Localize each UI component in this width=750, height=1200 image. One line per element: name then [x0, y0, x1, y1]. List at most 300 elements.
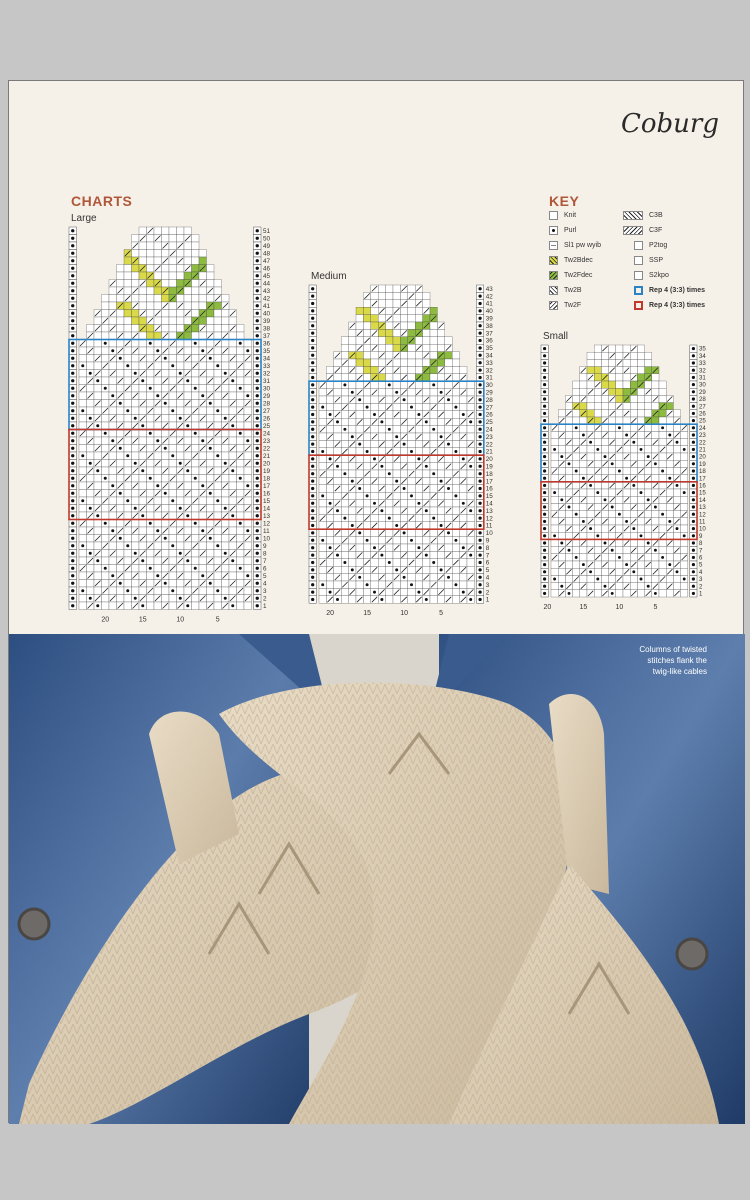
chart-cell — [184, 362, 192, 370]
purl-stitch — [462, 502, 465, 505]
chart-cell — [132, 340, 140, 348]
chart-cell — [637, 583, 644, 590]
chart-cell — [415, 381, 422, 388]
chart-cell — [371, 292, 378, 299]
chart-cell — [573, 547, 580, 554]
chart-cell — [415, 292, 422, 299]
purl-stitch — [256, 454, 259, 457]
purl-stitch — [149, 342, 152, 345]
chart-cell — [594, 431, 601, 438]
row-number: 36 — [485, 337, 493, 345]
chart-cell — [415, 315, 422, 322]
chart-cell — [594, 352, 601, 359]
column-number: 15 — [363, 610, 371, 618]
chart-cell — [334, 559, 341, 566]
chart-cell — [423, 426, 430, 433]
purl-stitch — [71, 342, 74, 345]
purl-stitch — [71, 334, 74, 337]
chart-cell — [452, 455, 459, 462]
chart-cell — [580, 503, 587, 510]
purl-stitch — [179, 417, 182, 420]
chart-cell — [117, 415, 125, 423]
row-number: 15 — [699, 489, 706, 497]
chart-cell — [132, 490, 140, 498]
purl-swatch-icon — [549, 226, 558, 235]
chart-cell — [184, 572, 192, 580]
chart-cell — [94, 542, 102, 550]
purl-stitch — [89, 597, 92, 600]
purl-stitch — [311, 553, 314, 556]
row-number: 23 — [485, 433, 493, 441]
chart-cell — [423, 514, 430, 521]
chart-cell — [139, 340, 147, 348]
chart-cell — [616, 475, 623, 482]
row-number: 41 — [485, 300, 493, 308]
chart-cell — [601, 446, 608, 453]
chart-cell — [102, 490, 110, 498]
chart-cell — [349, 337, 356, 344]
purl-stitch — [256, 372, 259, 375]
chart-cell — [87, 385, 95, 393]
chart-cell — [192, 572, 200, 580]
chart-cell — [229, 565, 237, 573]
chart-cell — [437, 596, 444, 603]
chart-cell — [319, 389, 326, 396]
chart-cell — [154, 475, 162, 483]
purl-stitch — [231, 469, 234, 472]
purl-stitch — [543, 570, 546, 573]
chart-cell — [371, 514, 378, 521]
chart-cell — [222, 445, 230, 453]
chart-cell — [587, 453, 594, 460]
chart-cell — [363, 544, 370, 551]
purl-stitch — [71, 259, 74, 262]
purl-stitch — [478, 457, 481, 460]
chart-cell — [147, 242, 155, 250]
purl-stitch — [380, 465, 383, 468]
chart-cell — [192, 287, 200, 295]
row-number: 29 — [699, 388, 706, 396]
chart-cell — [445, 448, 452, 455]
row-number: 23 — [699, 432, 706, 440]
chart-cell — [363, 315, 370, 322]
chart-cell — [393, 344, 400, 351]
chart-cell — [199, 295, 207, 303]
chart-cell — [645, 367, 652, 374]
chart-cell — [623, 489, 630, 496]
chart-cell — [79, 595, 87, 603]
chart-cell — [229, 527, 237, 535]
row-number: 50 — [263, 235, 271, 243]
purl-stitch — [478, 435, 481, 438]
chart-cell — [147, 355, 155, 363]
row-number: 26 — [263, 415, 271, 423]
chart-cell — [623, 460, 630, 467]
row-number: 28 — [263, 400, 271, 408]
chart-cell — [565, 554, 572, 561]
purl-stitch — [543, 462, 546, 465]
row-number: 24 — [699, 424, 706, 432]
purl-stitch — [311, 383, 314, 386]
chart-cell — [594, 410, 601, 417]
chart-cell — [334, 537, 341, 544]
chart-cell — [637, 482, 644, 489]
chart-cell — [408, 551, 415, 558]
purl-stitch — [692, 570, 695, 573]
purl-stitch — [351, 480, 354, 483]
chart-cell — [139, 362, 147, 370]
purl-stitch — [543, 534, 546, 537]
chart-cell — [430, 366, 437, 373]
purl-stitch — [231, 514, 234, 517]
purl-stitch — [256, 559, 259, 562]
chart-cell — [214, 310, 222, 318]
purl-stitch — [311, 502, 314, 505]
chart-cell — [430, 507, 437, 514]
chart-cell — [437, 329, 444, 336]
purl-stitch — [543, 405, 546, 408]
chart-cell — [109, 557, 117, 565]
purl-stitch — [256, 387, 259, 390]
purl-stitch — [194, 477, 197, 480]
chart-cell — [609, 446, 616, 453]
chart-cell — [139, 527, 147, 535]
purl-stitch — [71, 447, 74, 450]
purl-stitch — [654, 592, 657, 595]
chart-cell — [319, 544, 326, 551]
row-number: 9 — [263, 543, 267, 550]
chart-cell — [666, 590, 673, 597]
chart-cell — [199, 302, 207, 310]
chart-cell — [192, 355, 200, 363]
chart-cell — [452, 566, 459, 573]
chart-cell — [681, 439, 688, 446]
chart-cell — [222, 325, 230, 333]
purl-stitch — [256, 312, 259, 315]
chart-cell — [400, 322, 407, 329]
purl-stitch — [119, 582, 122, 585]
chart-cell — [154, 385, 162, 393]
chart-cell — [102, 332, 110, 340]
chart-cell — [623, 554, 630, 561]
chart-cell — [334, 477, 341, 484]
chart-cell — [637, 439, 644, 446]
chart-cell — [326, 492, 333, 499]
key-c3b — [623, 211, 663, 220]
chart-cell — [334, 514, 341, 521]
row-number: 51 — [263, 228, 271, 235]
chart-cell — [630, 410, 637, 417]
purl-stitch — [201, 394, 204, 397]
chart-cell — [102, 310, 110, 318]
purl-stitch — [478, 405, 481, 408]
chart-cell — [341, 529, 348, 536]
chart-cell — [147, 467, 155, 475]
chart-cell — [356, 537, 363, 544]
purl-stitch — [89, 552, 92, 555]
purl-stitch — [417, 546, 420, 549]
chart-cell — [580, 417, 587, 424]
purl-stitch — [425, 598, 428, 601]
chart-cell — [415, 366, 422, 373]
row-number: 12 — [485, 515, 493, 523]
purl-stitch — [625, 477, 628, 480]
chart-cell — [452, 396, 459, 403]
chart-cell — [393, 426, 400, 433]
purl-stitch — [256, 417, 259, 420]
chart-cell — [652, 403, 659, 410]
purl-stitch — [647, 498, 650, 501]
chart-cell — [229, 332, 237, 340]
chart-cell — [177, 227, 185, 235]
purl-stitch — [683, 534, 686, 537]
purl-stitch — [618, 470, 621, 473]
purl-stitch — [543, 477, 546, 480]
purl-stitch — [358, 576, 361, 579]
chart-cell — [102, 347, 110, 355]
purl-stitch — [388, 561, 391, 564]
chart-cell — [162, 295, 170, 303]
purl-stitch — [543, 592, 546, 595]
purl-stitch — [141, 559, 144, 562]
chart-cell — [408, 588, 415, 595]
chart-cell — [551, 439, 558, 446]
chart-cell — [147, 557, 155, 565]
chart-cell — [452, 596, 459, 603]
chart-cell — [79, 370, 87, 378]
chart-cell — [326, 537, 333, 544]
chart-cell — [162, 565, 170, 573]
c3b-swatch-icon — [623, 211, 643, 220]
chart-cell — [117, 407, 125, 415]
purl-stitch — [478, 539, 481, 542]
chart-cell — [349, 507, 356, 514]
chart-cell — [192, 325, 200, 333]
chart-cell — [147, 422, 155, 430]
caption-line: twig-like cables — [652, 667, 707, 676]
chart-cell — [87, 542, 95, 550]
chart-cell — [645, 439, 652, 446]
purl-stitch — [81, 589, 84, 592]
chart-cell — [630, 539, 637, 546]
chart-cell — [609, 403, 616, 410]
purl-stitch — [71, 379, 74, 382]
chart-cell — [192, 467, 200, 475]
chart-cell — [371, 337, 378, 344]
chart-cell — [616, 590, 623, 597]
chart-cell — [154, 565, 162, 573]
chart-cell — [445, 537, 452, 544]
row-number: 11 — [485, 522, 493, 530]
chart-cell — [229, 475, 237, 483]
key-label: Tw2Fdec — [564, 272, 593, 279]
chart-cell — [565, 467, 572, 474]
row-number: 47 — [263, 258, 271, 265]
key-heading: KEY — [549, 193, 580, 209]
chart-cell — [169, 527, 177, 535]
purl-stitch — [692, 477, 695, 480]
purl-stitch — [156, 394, 159, 397]
chart-cell — [445, 359, 452, 366]
purl-stitch — [256, 597, 259, 600]
chart-cell — [207, 415, 215, 423]
purl-stitch — [256, 514, 259, 517]
purl-stitch — [71, 454, 74, 457]
chart-cell — [169, 302, 177, 310]
row-number: 31 — [699, 374, 706, 382]
purl-stitch — [141, 514, 144, 517]
caption-line: Columns of twisted — [639, 645, 707, 654]
chart-cell — [87, 400, 95, 408]
chart-cell — [645, 511, 652, 518]
chart-cell — [630, 554, 637, 561]
chart-cell — [565, 446, 572, 453]
p2tog-swatch-icon — [634, 241, 643, 250]
chart-cell — [154, 302, 162, 310]
chart-cell — [587, 424, 594, 431]
chart-cell — [681, 503, 688, 510]
chart-cell — [147, 482, 155, 490]
purl-stitch — [478, 568, 481, 571]
chart-cell — [378, 374, 385, 381]
chart-cell — [87, 407, 95, 415]
chart-cell — [87, 497, 95, 505]
chart-cell — [378, 477, 385, 484]
chart-cell — [423, 559, 430, 566]
purl-stitch — [256, 244, 259, 247]
chart-cell — [154, 272, 162, 280]
chart-cell — [430, 307, 437, 314]
chart-cell — [363, 329, 370, 336]
chart-cell — [452, 551, 459, 558]
chart-cell — [222, 490, 230, 498]
purl-stitch — [611, 592, 614, 595]
purl-stitch — [604, 542, 607, 545]
purl-stitch — [640, 491, 643, 494]
chart-cell — [214, 467, 222, 475]
chart-cell — [601, 554, 608, 561]
chart-cell — [147, 550, 155, 558]
chart-cell — [94, 407, 102, 415]
chart-cell — [139, 572, 147, 580]
chart-cell — [637, 359, 644, 366]
purl-stitch — [692, 491, 695, 494]
chart-cell — [616, 460, 623, 467]
chart-cell — [430, 477, 437, 484]
chart-cell — [237, 550, 245, 558]
medium-label: Medium — [311, 271, 347, 282]
key-label: Sl1 pw wyib — [564, 242, 601, 249]
chart-cell — [169, 467, 177, 475]
row-number: 37 — [485, 330, 493, 338]
row-number: 48 — [263, 250, 271, 258]
chart-cell — [162, 520, 170, 528]
photo-caption — [597, 644, 707, 677]
chart-cell — [154, 512, 162, 520]
purl-stitch — [256, 507, 259, 510]
chart-cell — [117, 505, 125, 513]
chart-cell — [169, 317, 177, 325]
chart-cell — [423, 448, 430, 455]
chart-cell — [199, 377, 207, 385]
purl-stitch — [582, 520, 585, 523]
chart-cell — [659, 475, 666, 482]
chart-cell — [551, 453, 558, 460]
chart-cell — [356, 588, 363, 595]
chart-cell — [408, 359, 415, 366]
chart-cell — [415, 352, 422, 359]
chart-cell — [652, 489, 659, 496]
purl-stitch — [256, 267, 259, 270]
chart-cell — [430, 344, 437, 351]
purl-stitch — [164, 357, 167, 360]
row-number: 32 — [699, 367, 706, 375]
purl-stitch — [478, 524, 481, 527]
chart-cell — [214, 370, 222, 378]
row-number: 20 — [263, 460, 271, 468]
chart-cell — [400, 588, 407, 595]
chart-cell — [393, 581, 400, 588]
chart-cell — [199, 287, 207, 295]
chart-cell — [162, 415, 170, 423]
chart-cell — [616, 518, 623, 525]
row-number: 35 — [485, 345, 493, 353]
chart-cell — [169, 257, 177, 265]
chart-cell — [229, 392, 237, 400]
chart-cell — [87, 520, 95, 528]
chart-cell — [319, 396, 326, 403]
purl-stitch — [111, 484, 114, 487]
chart-cell — [102, 325, 110, 333]
chart-cell — [673, 446, 680, 453]
purl-stitch — [692, 412, 695, 415]
chart-cell — [109, 332, 117, 340]
purl-stitch — [71, 394, 74, 397]
chart-cell — [594, 568, 601, 575]
chart-cell — [666, 424, 673, 431]
chart-cell — [229, 317, 237, 325]
purl-stitch — [256, 477, 259, 480]
chart-cell — [169, 370, 177, 378]
chart-cell — [594, 547, 601, 554]
chart-cell — [184, 452, 192, 460]
purl-stitch — [321, 494, 324, 497]
chart-cell — [673, 539, 680, 546]
chart-cell — [214, 512, 222, 520]
chart-cell — [319, 588, 326, 595]
purl-stitch — [71, 582, 74, 585]
chart-cell — [177, 520, 185, 528]
chart-cell — [637, 395, 644, 402]
chart-cell — [356, 581, 363, 588]
chart-cell — [177, 280, 185, 288]
chart-cell — [139, 242, 147, 250]
purl-stitch — [329, 591, 332, 594]
chart-cell — [356, 455, 363, 462]
chart-cell — [408, 344, 415, 351]
chart-cell — [594, 475, 601, 482]
chart-cell — [132, 362, 140, 370]
chart-cell — [177, 295, 185, 303]
chart-cell — [102, 422, 110, 430]
purl-stitch — [71, 297, 74, 300]
row-number: 49 — [263, 243, 271, 250]
chart-cell — [371, 307, 378, 314]
purl-stitch — [201, 484, 204, 487]
chart-cell — [177, 265, 185, 273]
purl-stitch — [388, 428, 391, 431]
row-number: 3 — [699, 576, 703, 584]
